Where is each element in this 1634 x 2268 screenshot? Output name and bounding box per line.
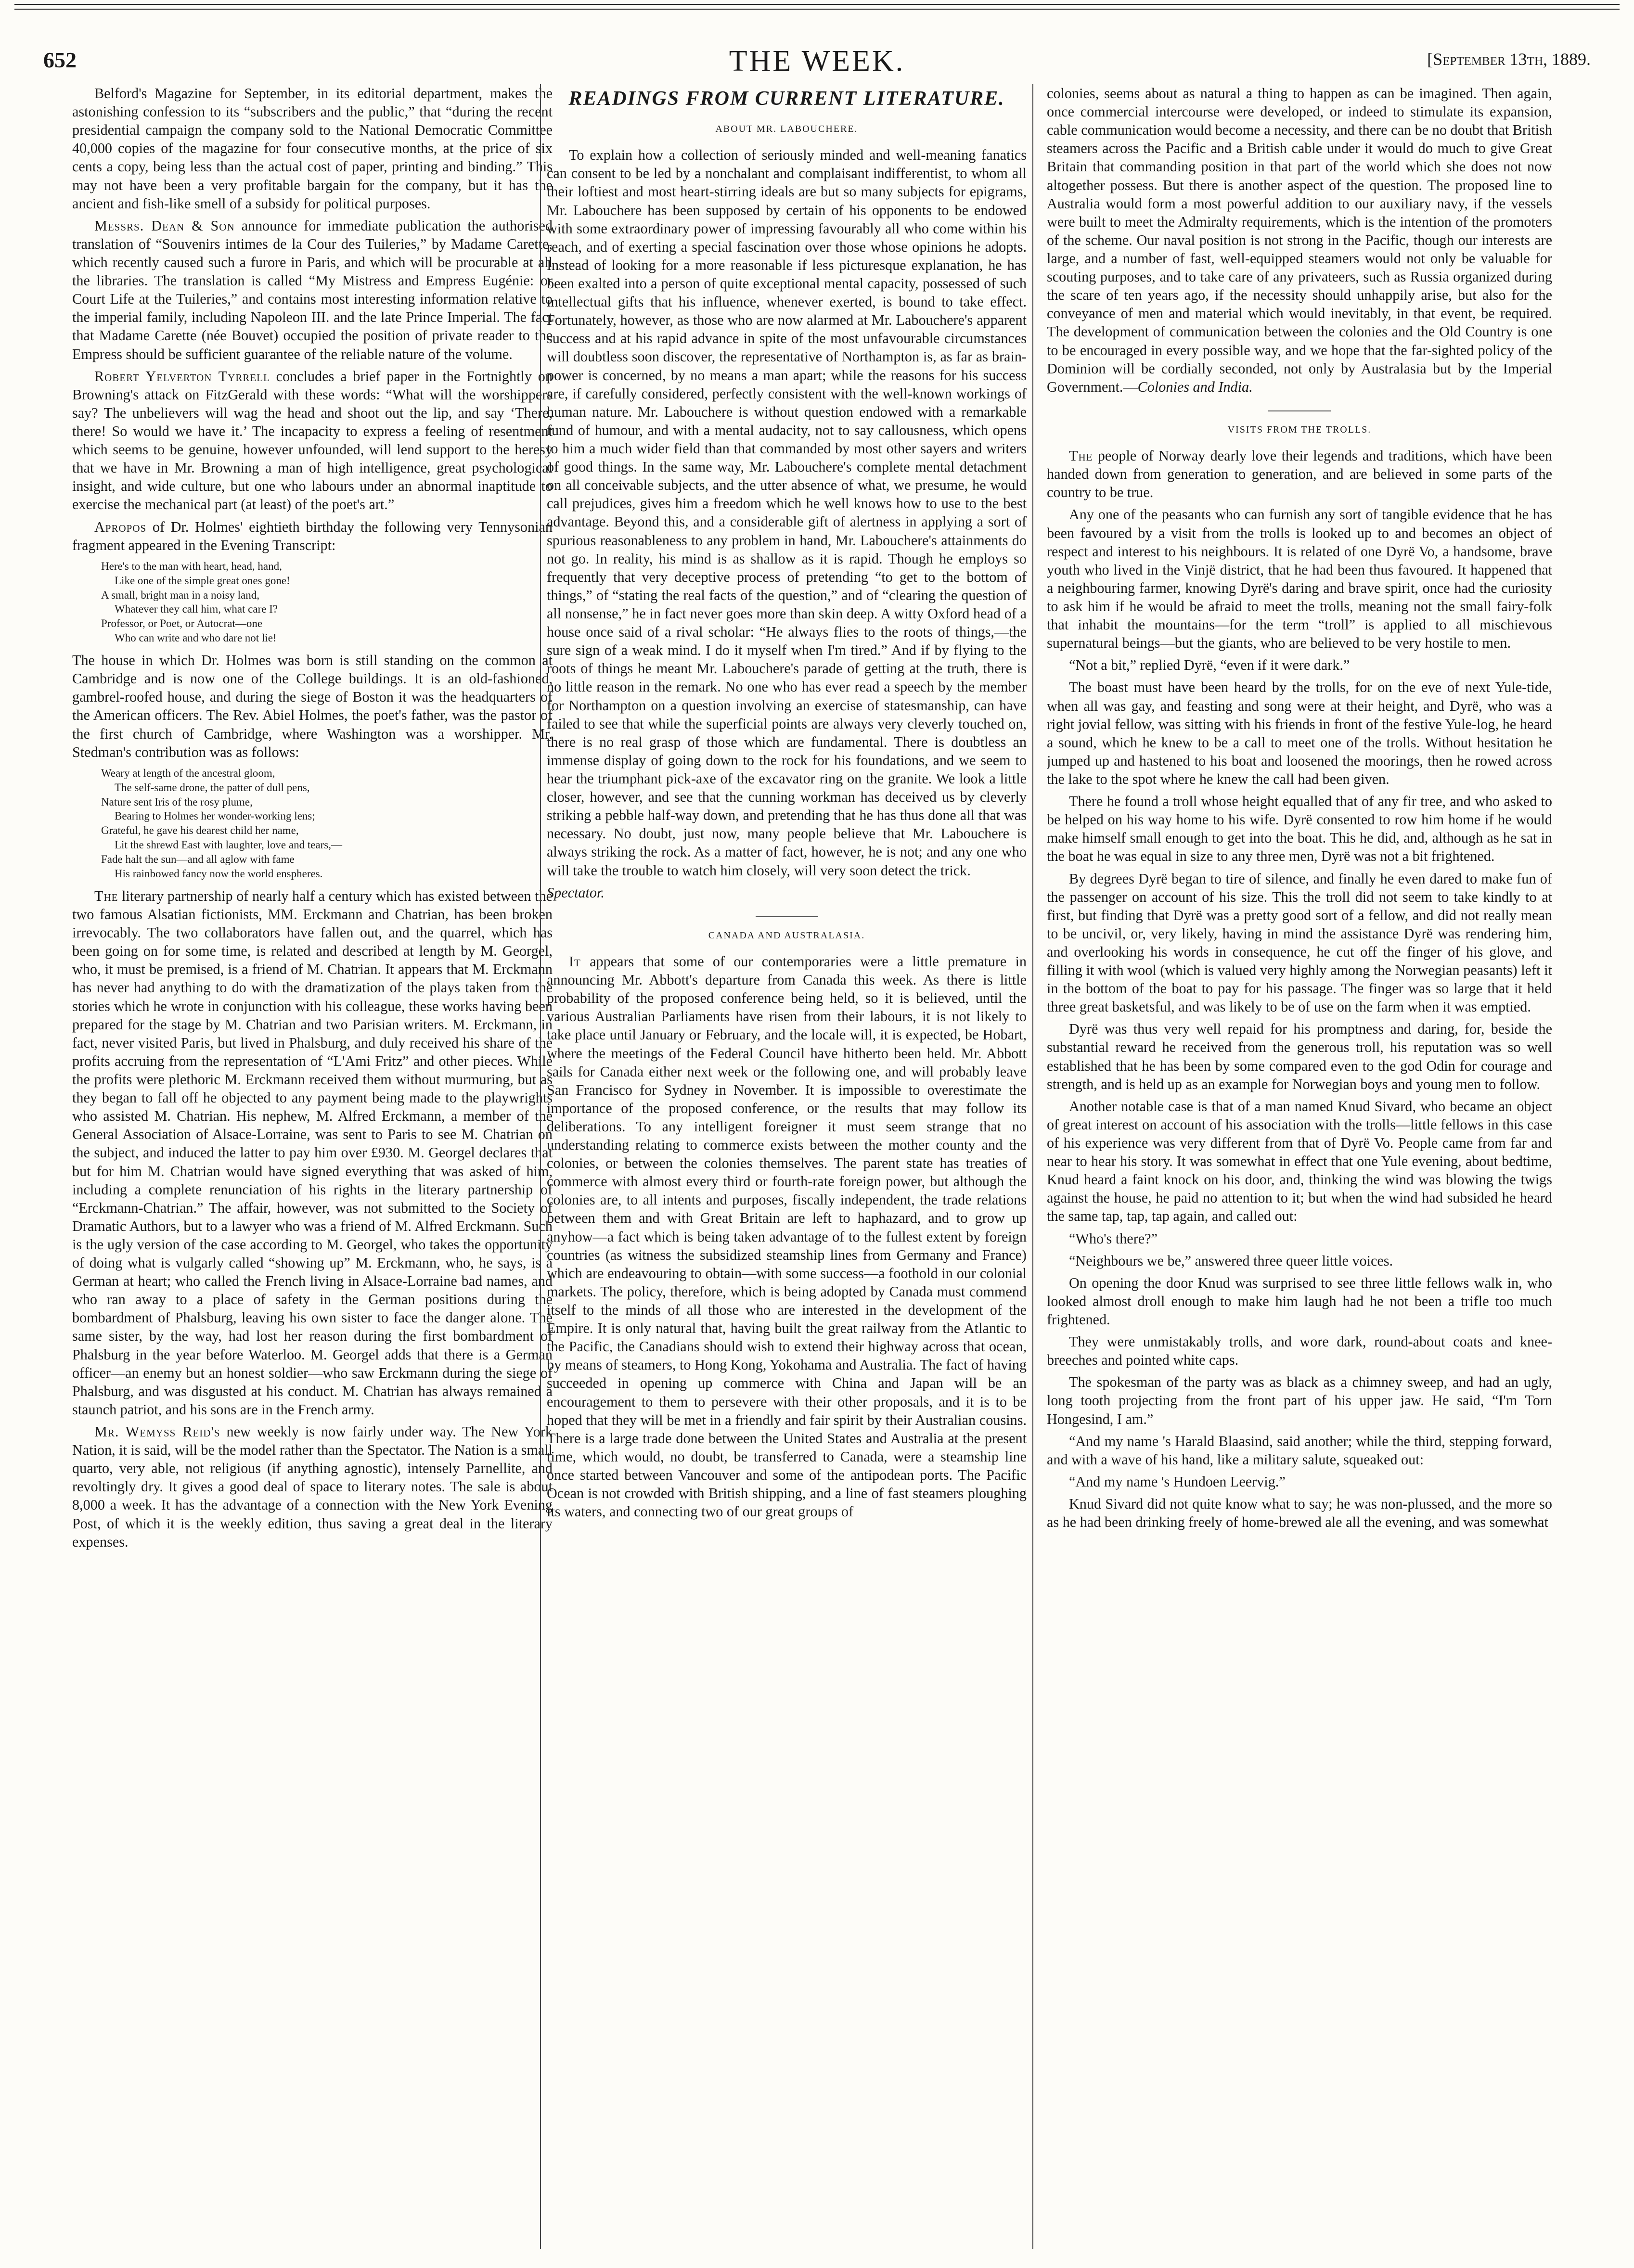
verse-line: Lit the shrewd East with laughter, love and tears,—	[115, 839, 343, 851]
lead-words: Mr. Wemyss Reid's	[94, 1423, 220, 1440]
paragraph-trolls-3: “Not a bit,” replied Dyrë, “even if it were dark.”	[1069, 657, 1350, 674]
verse-line: Who can write and who dare not lie!	[115, 632, 277, 644]
verse-line: A small, bright man in a noisy land,	[101, 589, 259, 601]
paragraph-text: of Dr. Holmes' eightieth birthday the following very Tennysonian fragment appeared in the Evening Transcript:	[72, 518, 553, 553]
journal-title: THE WEEK.	[729, 45, 905, 77]
article-heading-canada: CANADA AND AUSTRALASIA.	[708, 930, 865, 941]
section-title: READINGS FROM CURRENT LITERATURE.	[568, 88, 1005, 110]
page-number: 652	[43, 48, 77, 72]
paragraph-text: colonies, seems about as natural a thing to happen as can be imagined. Then again, once commercial intercourse were developed, or indeed to stimulate its expansion, cable communication would become a necessity, and there can be no doubt that British steamers across the Pacific and a British cable under it would do much to give Great Britain that commanding position in that part of the world which she does not now altogether possess. But there is another aspect of the question. The proposed line to Australia would form a most powerful addition to our auxiliary navy, if the vessels were built to meet the Admiralty requirements, which is the intention of the promoters of the scheme. Our naval position is not strong in the Pacific, though our interests are large, and a number of fast, well-equipped steamers would not only be valuable for scouting purposes, and to take care of any privateers, such as Russia organized during the scare of ten years ago, if the necessity should unhappily arise, but also for the conveyance of men and material which would inevitably, in that event, be required. The development of communication between the colonies and the Old Country is one to be encouraged in every possible way, and we hope that the far-sighted policy of the Dominion will be cordially seconded, not only by Australasia but by the Imperial Government.	[1047, 85, 1552, 395]
article-credit: Spectator.	[547, 884, 605, 901]
verse-line: Weary at length of the ancestral gloom,	[101, 767, 275, 779]
paragraph-belfords: Belford's Magazine for September, in its editorial department, makes the astonishing confession to its “subscribers and the public,” that “during the recent presidential campaign the company sold to the National Democratic Committee 40,000 copies of the magazine for four consecutive months, at the price of six cents a copy, being less than the actual cost of paper, printing and binding.” This may not have been a very profitable bargain for the company, but it has the ancient and fish-like smell of a subsidy for political purposes.	[72, 85, 553, 212]
paragraph-trolls-5: There he found a troll whose height equalled that of any fir tree, and who asked to be helped on his way home to his wife. Dyrë consented to row him home if he would make himself small enough to get into the boat. This he did, and, although as he sat in the boat he was equal in size to any three men, Dyrë was not a bit frightened.	[1047, 793, 1552, 865]
article-credit: Colonies and India.	[1137, 378, 1253, 395]
article-body-labouchere: To explain how a collection of seriously minded and well-meaning fanatics can consent to be led by a nonchalant and complaisant indifferentist, to whom all their loftiest and most heart-stirring ideals are but so many subjects for epigrams, Mr. Labouchere has been supposed by certain of his opponents to be endowed with some extraordinary power of impressing favourably all who come within his reach, and of exerting a special fascination over those whose opinions he adopts. Instead of looking for a more reasonable if less picturesque explanation, he has been exalted into a person of quite exceptional mental capacity, possessed of such intellectual gifts that his influence, whenever exerted, is bound to take effect. Fortunately, however, as those who are now alarmed at Mr. Labouchere's apparent success and at his rapid advance in spite of the most unfavourable circumstances will doubtless soon discover, the representative of Northampton is, as far as brain-power is concerned, by no means a man apart; while the reasons for his success are, if carefully considered, perfectly consistent with the well-known workings of human nature. Mr. Labouchere is without question endowed with a remarkable fund of humour, and with a mental audacity, not to say callousness, which opens to him a much wider field than that commanded by most other sayers and writers of good things. In the same way, Mr. Labouchere's complete mental detachment on all conceivable subjects, and the utter absence of what, we presume, he would call prejudices, gives him a freedom which he well knows how to use to the best advantage. Beyond this, and a considerable gift of alertness in applying a sort of spurious reasonableness to any problem in hand, Mr. Labouchere's attainments do not go. In reality, his mind is as shallow as it is rapid. Though he employs so frequently that very deceptive process of pretending “to get to the bottom of things,” of “stating the real facts of the question,” and of “clearing the question of all nonsense,” he in fact never goes more than skin deep. A witty Oxford head of a house once said of a rival scholar: “He always flies to the roots of things,—the sure sign of a weak mind. I do it myself when I'm tired.” And if by flying to the roots of things he meant Mr. Labouchere's parade of getting at the truth, there is no little reason in the remark. No one who has ever read a speech by the member for Northampton on a question involving an exercise of statesmanship, can have failed to see that while the superficial points are always very cleverly touched on, there is no real grasp of those which are fundamental. There is doubtless an immense display of going down to the rock for his foundations, and we seem to hear the triumphant pick-axe of the excavator ring on the granite. We look a little closer, however, and see that the cunning workman has deceived us by cleverly striking a pebble half-way down, and pretending that he has thus done all that was necessary. No doubt, just now, many people believe that Mr. Labouchere is always striking the rock. As a matter of fact, however, he is not; and any one who will take the trouble to watch him closely, will very soon detect the trick.	[547, 147, 1027, 879]
article-heading-trolls: VISITS FROM THE TROLLS.	[1227, 424, 1372, 435]
paragraph-trolls-1	[1047, 447, 1552, 501]
paragraph-trolls-10: “Neighbours we be,” answered three queer little voices.	[1069, 1252, 1393, 1269]
paragraph-text: announce for immediate publication the authorised translation of “Souvenirs intimes de la Cour des Tuileries,” by Madame Carette, which recently caused such a furore in Paris, and which will be procurable at all the libraries. The translation is called “My Mistress and Empress Eugénie: or Court Life at the Tuileries,” and contains most interesting information relative to the imperial family, including Napoleon III. and the late Prince Imperial. The fact that Madame Carette (née Bouvet) occupied the position of private reader to the Empress should be sufficient guarantee of the reliable nature of the volume.	[72, 217, 553, 362]
verse-line: Grateful, he gave his dearest child her name,	[101, 824, 299, 837]
verse-holmes	[101, 559, 553, 645]
paragraph-trolls-11: On opening the door Knud was surprised to see three little fellows walk in, who looked almost droll enough to make him laugh had he not been a trifle too much frightened.	[1047, 1274, 1552, 1328]
top-rule	[14, 4, 1620, 10]
paragraph-trolls-14: “And my name 's Harald Blaasind, said another; while the third, stepping forward, and with a wave of his hand, like a military salute, squeaked out:	[1047, 1433, 1552, 1468]
column-middle	[540, 84, 1033, 2249]
column-left	[72, 84, 553, 2249]
verse-line: The self-same drone, the patter of dull pens,	[115, 781, 310, 794]
paragraph-trolls-16: Knud Sivard did not quite know what to say; he was non-plussed, and the more so as he had been drinking freely of home-brewed ale all the evening, and was somewhat	[1047, 1496, 1552, 1531]
paragraph-trolls-7: Dyrë was thus very well repaid for his promptness and daring, for, beside the substantial reward he received from the generous troll, his reputation was so well established that he has been by some compared even to the god Odin for courage and strength, and is held up as an example for Norwegian boys and young men to follow.	[1047, 1021, 1552, 1092]
paragraph-trolls-8: Another notable case is that of a man named Knud Sivard, who became an object of great interest on account of his association with the trolls—little fellows in this case of his experience was very different from that of Dyrë Vo. People came from far and near to hear his story. It was somewhat in effect that one Yule evening, about bedtime, Knud heard a faint knock on his door, and, thinking the wind was blowing the twigs against the house, he paid no attention to it; but when the wind had subsided he heard the same tap, tap, tap again, and called out:	[1047, 1098, 1552, 1225]
paragraph-text: literary partnership of nearly half a century which has existed between the two famous Alsatian fictionists, MM. Erckmann and Chatrian, has been broken irrevocably. The two collaborators have fallen out, and the quarrel, which has been going on for some time, is related and described at length by M. Georgel, who, it must be premised, is a friend of M. Chatrian. It appears that M. Erckmann has never had anything to do with the dramatization of the plays taken from the stories which he wrote in conjunction with his colleague, these works having been prepared for the stage by M. Chatrian and two Parisian writers. M. Erckmann, in fact, never visited Paris, but lived in Phalsburg, and duly received his share of the profits accruing from the representation of “L'Ami Fritz” and other pieces. While the profits were plethoric M. Erckmann received them without murmuring, but as they began to fall off he objected to any payment being made to the playwrights who assisted M. Chatrian. His nephew, M. Alfred Erckmann, a member of the General Association of Alsace-Lorraine, was sent to Paris to see M. Chatrian on the subject, and induced the latter to pay him over £930. M. Georgel declares that but for him M. Chatrian would have signed everything that was asked of him, including a complete renunciation of his rights in the literary partnership of “Erckmann-Chatrian.” The affair, however, was not submitted to the Society of Dramatic Authors, but to a lawyer who was a friend of M. Alfred Erckmann. Such is the ugly version of the case according to M. Georgel, who takes the opportunity of doing what is vulgarly called “showing up” M. Erckmann, who, he says, is a German at heart; who called the French living in Alsace-Lorraine bad names, and who ran away to a place of safety in the German positions during the bombardment of Phalsburg, leaving his own sister to face the danger alone. The same sister, by the way, had lost her reason during the first bombardment of Phalsburg in the year before Waterloo. M. Georgel adds that there is a German officer—an enemy but an honest soldier—who saw Erckmann during the siege of Phalsburg, and was disgusted at his conduct. M. Chatrian has always remained a staunch patriot, and his sons are in the French army.	[72, 887, 553, 1418]
paragraph-trolls-9: “Who's there?”	[1069, 1230, 1158, 1247]
verse-line: Professor, or Poet, or Autocrat—one	[101, 617, 263, 630]
paragraph-trolls-4: The boast must have been heard by the trolls, for on the eve of next Yule-tide, when all was gay, and feasting and song were at their height, and Dyrë, who was a right jovial fellow, was sitting with his friends in front of the festive Yule-log, he heard a sound, which he knew to be a call to meet one of the trolls. Without hesitation he jumped up and hastened to his boat and loosened the moorings, then he rowed across the lake to the spot where he knew the call had been given.	[1047, 679, 1552, 787]
paragraph-trolls-12: They were unmistakably trolls, and wore dark, round-about coats and knee-breeches and pointed white caps.	[1047, 1333, 1552, 1369]
lead-words: It	[569, 953, 581, 970]
lead-words: The	[1069, 448, 1093, 464]
paragraph-trolls-15: “And my name 's Hundoen Leervig.”	[1069, 1473, 1286, 1490]
issue-date: [September 13th, 1889.	[1427, 50, 1591, 69]
verse-line: Nature sent Iris of the rosy plume,	[101, 795, 253, 808]
verse-line: Whatever they call him, what care I?	[115, 603, 278, 615]
paragraph-text: people of Norway dearly love their legends and traditions, which have been handed down from generation to generation, and are believed in some parts of the country to be true.	[1047, 448, 1552, 501]
paragraph-holmes-house: The house in which Dr. Holmes was born is still standing on the common at Cambridge and is now one of the College buildings. It is an old-fashioned, gambrel-roofed house, and during the siege of Boston it was the headquarters of the American officers. The Rev. Abiel Holmes, the poet's father, was the pastor of the first church of Cambridge, where Washington was a worshipper. Mr. Stedman's contribution was as follows:	[72, 652, 553, 760]
verse-line: Like one of the simple great ones gone!	[115, 574, 290, 587]
verse-line: Fade halt the sun—and all aglow with fame	[101, 853, 295, 866]
paragraph-wemyss-reid	[72, 1422, 553, 1551]
paragraph-dean-son	[72, 217, 553, 363]
article-body-canada	[547, 952, 1027, 1521]
lead-words: Robert Yelverton Tyrrell	[94, 368, 270, 384]
paragraph-apropos	[72, 518, 553, 554]
article-divider	[1268, 410, 1331, 411]
column-right	[1047, 84, 1552, 2249]
lead-words: Apropos	[94, 518, 147, 535]
lead-words: Messrs. Dean & Son	[94, 217, 235, 234]
verse-stedman	[101, 766, 553, 881]
paragraph-trolls-2: Any one of the peasants who can furnish any sort of tangible evidence that he has been favoured by a visit from the trolls is looked up to and becomes an object of respect and interest to his neighbours. It is related of one Dyrë Vo, a handsome, brave youth who lived in the Vinjë district, that he had been thus favoured. It happened that a neighbouring farmer, knowing Dyrë's daring and brave spirit, once had the curiosity to ask him if he would be afraid to meet the trolls, meaning not the small fairy-folk that inhabit the mountains—for the term “troll” is applied to all mischievous supernatural beings—but the giants, who are believed to be very hostile to men.	[1047, 506, 1552, 652]
paragraph-text: concludes a brief paper in the Fortnightly on Browning's attack on FitzGerald with these words: “What will the worshippers say? The unbelievers will wag the head and shoot out the lip, and say ‘There, there! So would we have it.’ The incapacity to express a feeling of resentment which seems to be genuine, however unfounded, will lend support to the heresy that we have in Mr. Browning a man of high intelligence, great psychological insight, and wide culture, but one who labours under an abnormal inaptitude to exercise the mechanical part (at least) of the poet's art.”	[72, 368, 553, 513]
paragraph-text: new weekly is now fairly under way. The New York Nation, it is said, will be the model rather than the Spectator. The Nation is a small quarto, very able, not religious (if anything agnostic), intensely Parnellite, and revoltingly dry. It gives a good deal of space to literary notes. The sale is about 8,000 a week. It has the advantage of a connection with the New York Evening Post, of which it is the weekly edition, thus saving a great deal in the literary expenses.	[72, 1423, 553, 1550]
page-header	[43, 44, 1591, 78]
paragraph-trolls-13: The spokesman of the party was as black as a chimney sweep, and had an ugly, long tooth projecting from the front part of his upper jaw. He said, “I'm Torn Hongesind, I am.”	[1047, 1374, 1552, 1427]
article-body-canada-continued: colonies, seems about as natural a thing to happen as can be imagined. Then again, once commercial intercourse were developed, or indeed to stimulate its expansion, cable communication would become a necessity, and there can be no doubt that British steamers across the Pacific and a British cable under it would do much to give Great Britain that commanding position in that part of the world which she does not now altogether possess. But there is another aspect of the question. The proposed line to Australia would form a most powerful addition to our auxiliary navy, if the vessels were built to meet the Admiralty requirements, which is the intention of the promoters of the scheme. Our naval position is not strong in the Pacific, though our interests are large, and a number of fast, well-equipped steamers would not only be valuable for scouting purposes, and to take care of any privateers, such as Russia organized during the scare of ten years ago, if the necessity should unhappily arise, but also for the conveyance of men and material which would inevitably, in that event, be required. The development of communication between the colonies and the Old Country is one to be encouraged in every possible way, and we hope that the far-sighted policy of the Dominion will be cordially seconded, not only by Australasia but by the Imperial Government.—Colonies and India.	[1047, 85, 1552, 395]
verse-line: His rainbowed fancy now the world enspheres.	[115, 867, 323, 880]
article-heading-labouchere: ABOUT MR. LABOUCHERE.	[715, 124, 858, 134]
verse-line: Bearing to Holmes her wonder-working lens;	[115, 810, 315, 822]
verse-line: Here's to the man with heart, head, hand,	[101, 560, 282, 572]
lead-words: The	[94, 887, 118, 904]
article-divider	[756, 916, 818, 917]
paragraph-text: appears that some of our contemporaries were a little premature in announcing Mr. Abbott's departure from Canada this week. As there is little probability of the proposed conference being held, so it is believed, until the various Australian Parliaments have risen from their labours, it is not likely to take place until January or February, and the locale will, it is expected, be Hobart, where the meetings of the Federal Council have hitherto been held. Mr. Abbott sails for Canada either next week or the following one, and will probably leave San Francisco for Sydney in November. It is impossible to overestimate the importance of the proposed conference, or the results that may follow its deliberations. To any intelligent foreigner it must seem strange that no understanding relating to commerce exists between the mother county and the colonies, or between the colonies themselves. The parent state has treaties of commerce with almost every third or fourth-rate foreign power, but although the colonies are, to all intents and purposes, fiscally independent, the trade relations between them and with Great Britain are left to haphazard, and to grow up anyhow—a fact which is being taken advantage of to the fullest extent by foreign countries (as witness the subsidized steamship lines from Germany and France) which are endeavouring to obtain—with some success—a foothold in our colonial markets. The policy, therefore, which is being adopted by Canada must commend itself to the minds of all those who are interested in the development of the Empire. It is only natural that, having built the great railway from the Atlantic to the Pacific, the Canadians should wish to extend their highway across that ocean, by means of steamers, to Hong Kong, Yokohama and Australia. The fact of having succeeded in opening up commerce with China and Japan will be an encouragement to them to persevere with their other proposals, and it is to be hoped that they will be met in a friendly and fair spirit by their Australian cousins. There is a large trade done between the United States and Australia at the present time, which would, no doubt, be transferred to Canada, were a steamship line once started between Vancouver and some of the antipodean ports. The Pacific Ocean is not crowded with British shipping, and a line of fast steamers ploughing its waters, and connecting two of our great groups of	[547, 953, 1027, 1520]
paragraph-tyrrell	[72, 367, 553, 514]
paragraph-trolls-6: By degrees Dyrë began to tire of silence, and finally he even dared to make fun of the passenger on account of his size. This the troll did not seem to take kindly to at first, but finding that Dyrë was a pretty good sort of a fellow, and did not really mean to be uncivil, or, very likely, having in mind the assistance Dyrë was rendering him, and overlooking his words in consequence, he cut off the finger of his glove, and filling it with wool (which is valued very highly among the Norwegian peasants) left it in the bottom of the boat to pay for his passage. The finger was so large that it held three great basketsful, and was likely to be of use on the farm when it was emptied.	[1047, 870, 1552, 1015]
paragraph-erckmann-chatrian	[72, 887, 553, 1419]
